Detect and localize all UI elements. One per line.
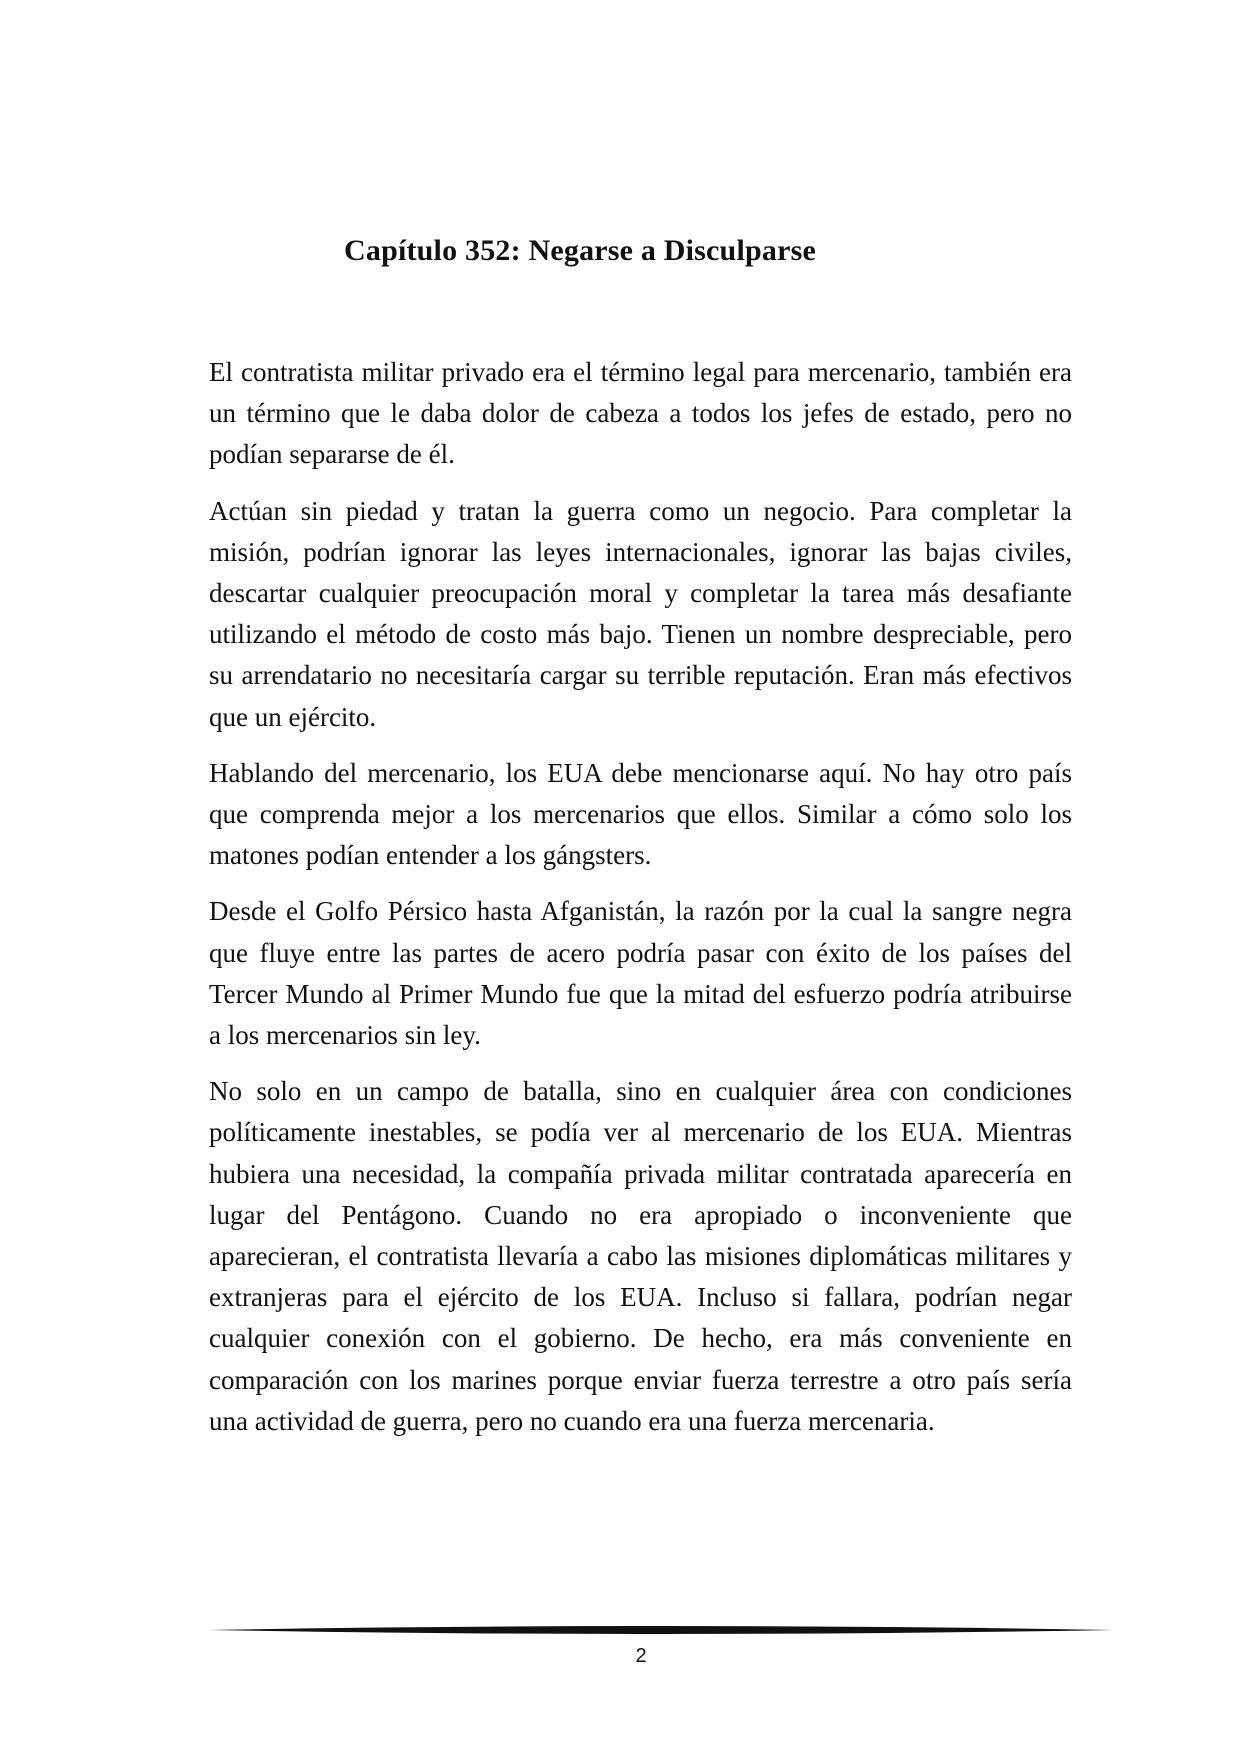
footer-divider [209,1624,1114,1636]
paragraph: No solo en un campo de batalla, sino en cualquier área con condiciones políticamente inestables, se podía ver al mercenario de los EUA. Mientras hubiera una necesidad, la compañía privada militar contratada aparecería en lugar del Pentágono. Cuando no era apropiado o inconveniente que aparecieran, el contratista llevaría a cabo las misiones diplomáticas militares y extranjeras para el ejército de los EUA. Incluso si fallara, podrían negar cualquier conexión con el gobierno. De hecho, era más conveniente en comparación con los marines porque enviar fuerza terrestre a otro país sería una actividad de guerra, pero no cuando era una fuerza mercenaria. [209,1076,1072,1436]
chapter-title: Capítulo 352: Negarse a Disculparse [344,234,816,267]
page-number: 2 [635,1645,647,1667]
paragraph: Actúan sin piedad y tratan la guerra como un negocio. Para completar la misión, podrían ignorar las leyes internacionales, ignorar las bajas civiles, descartar cualquier preocupación moral y completar la tarea más desafiante utilizando el método de costo más bajo. Tienen un nombre despreciable, pero su arrendatario no necesitaría cargar su terrible reputación. Eran más efectivos que un ejército. [209,495,1072,732]
chapter-body [209,352,1072,1457]
paragraph: Desde el Golfo Pérsico hasta Afganistán, la razón por la cual la sangre negra que fluye entre las partes de acero podría pasar con éxito de los países del Tercer Mundo al Primer Mundo fue que la mitad del esfuerzo podría atribuirse a los mercenarios sin ley. [209,896,1072,1051]
paragraph: El contratista militar privado era el término legal para mercenario, también era un término que le daba dolor de cabeza a todos los jefes de estado, pero no podían separarse de él. [209,357,1072,470]
paragraph: Hablando del mercenario, los EUA debe mencionarse aquí. No hay otro país que comprenda mejor a los mercenarios que ellos. Similar a cómo solo los matones podían entender a los gángsters. [209,757,1072,871]
